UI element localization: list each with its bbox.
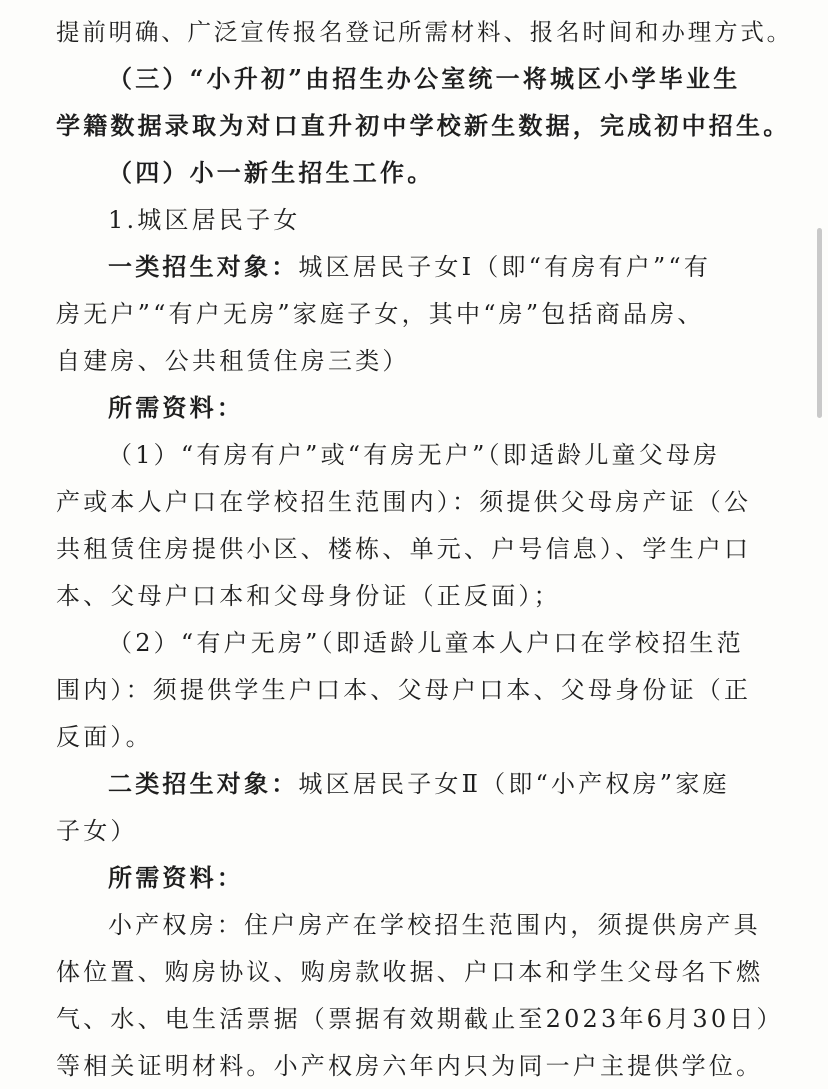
text-line: 提前明确、广泛宣传报名登记所需材料、报名时间和办理方式。: [56, 18, 793, 46]
text-line: （1）“有房有户”或“有房无户”（即适龄儿童父母房: [108, 441, 721, 469]
text-line: 共租赁住房提供小区、楼栋、单元、户号信息）、学生户口: [56, 535, 752, 563]
text-line: （2）“有户无房”（即适龄儿童本人户口在学校招生范: [108, 629, 744, 657]
section-heading: （三）“小升初”由招生办公室统一将城区小学毕业生: [108, 64, 741, 93]
section-heading: （四）小一新生招生工作。: [108, 158, 435, 187]
text-line: 反面）。: [56, 723, 153, 751]
text-line: 二类招生对象：城区居民子女Ⅱ（即“小产权房”家庭: [108, 769, 730, 798]
text-line: 子女）: [56, 817, 138, 845]
term-label: 二类招生对象：: [108, 769, 299, 798]
text-line: 体位置、购房协议、购房款收据、户口本和学生父母名下燃: [56, 958, 764, 986]
subsection-heading: 1.城区居民子女: [108, 206, 301, 234]
vertical-scrollbar[interactable]: [817, 228, 822, 418]
text-line: 围内）：须提供学生户口本、父母户口本、父母身份证（正: [56, 676, 752, 704]
text-line: 小产权房：住户房产在学校招生范围内，须提供房产具: [108, 911, 761, 939]
text-line: 一类招生对象：城区居民子女Ⅰ（即“有房有户”“有: [108, 252, 712, 281]
text-line: 等相关证明材料。小产权房六年内只为同一户主提供学位。: [56, 1052, 764, 1080]
term-label: 所需资料：: [108, 863, 244, 892]
text-line: 房无户”“有户无房”家庭子女，其中“房”包括商品房、: [56, 300, 705, 328]
text-line: 学籍数据录取为对口直升初中学校新生数据，完成初中招生。: [56, 111, 791, 140]
term-label: 一类招生对象：: [108, 252, 299, 281]
text-line: 气、水、电生活票据（票据有效期截止至2023年6月30日）: [56, 1005, 784, 1033]
text-line: 自建房、公共租赁住房三类）: [56, 347, 410, 375]
text-line: 产或本人户口在学校招生范围内）：须提供父母房产证（公: [56, 488, 752, 516]
text-line: 本、父母户口本和父母身份证（正反面）；: [56, 582, 561, 610]
term-label: 所需资料：: [108, 393, 244, 422]
